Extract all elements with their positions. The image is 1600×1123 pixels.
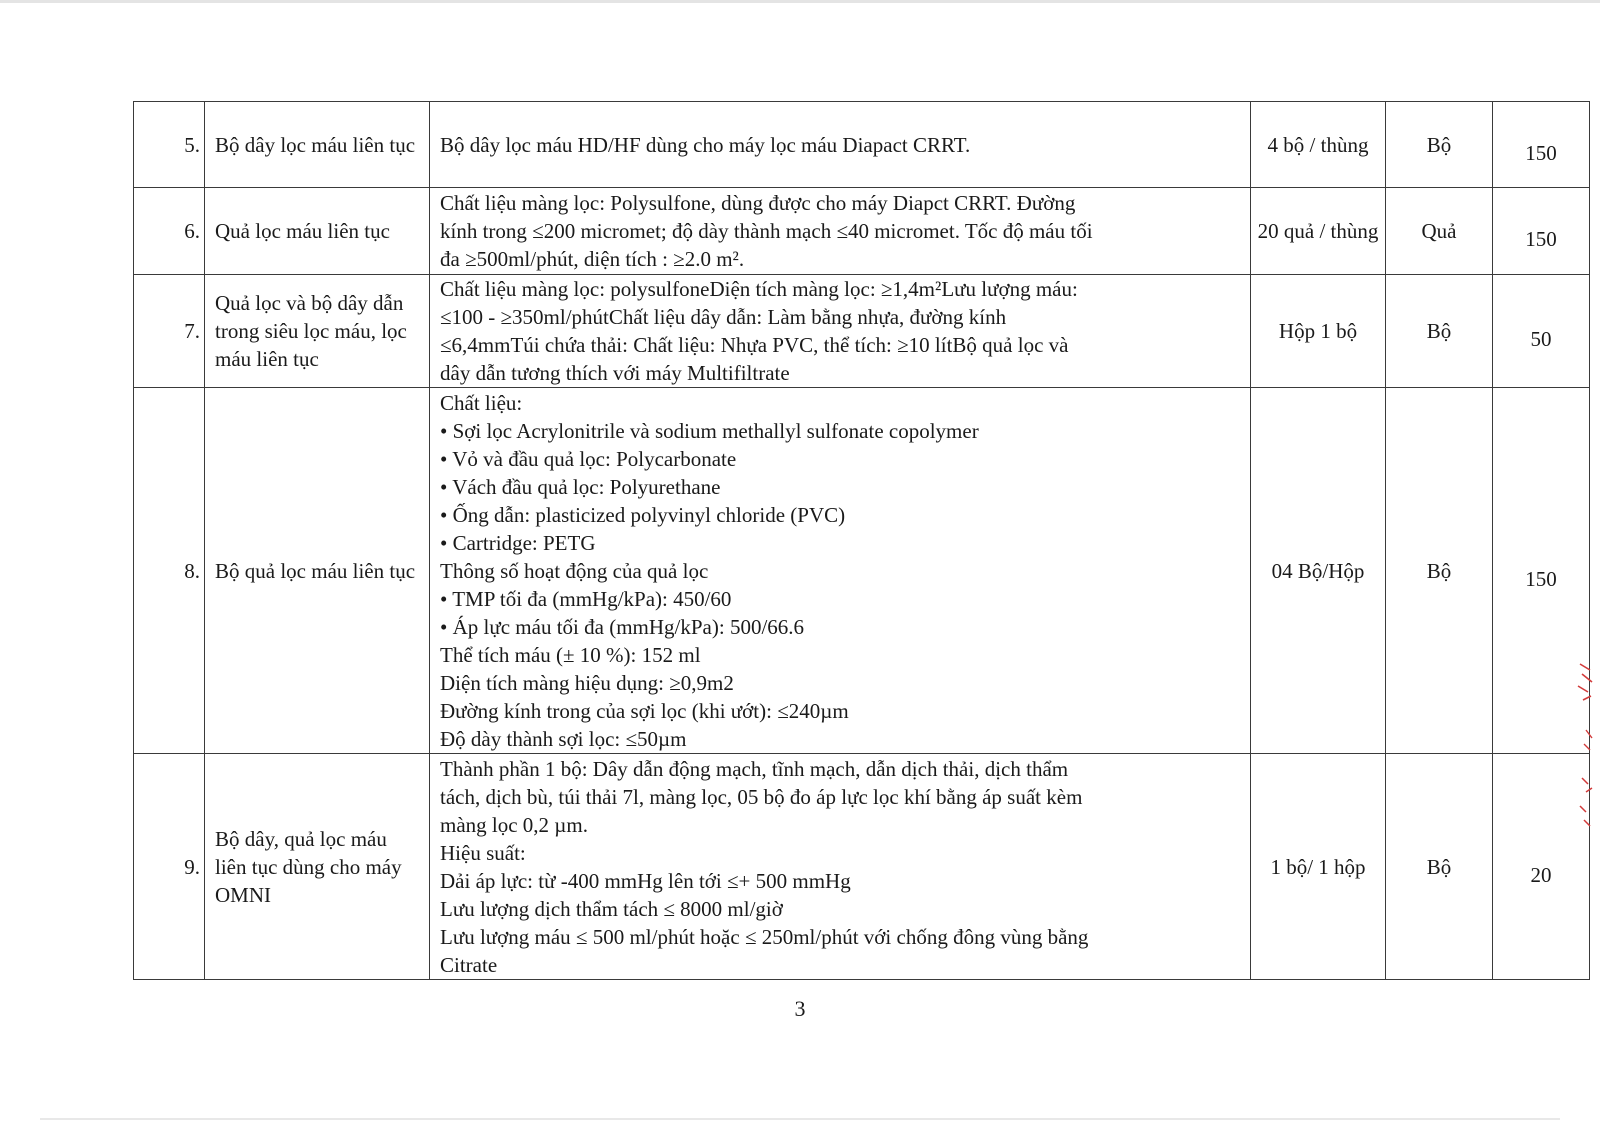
scan-top-edge — [0, 0, 1600, 3]
row-number: 8. — [134, 388, 205, 754]
description-line: • Vách đầu quả lọc: Polyurethane — [440, 474, 721, 499]
table-row — [134, 102, 1590, 188]
item-description — [430, 188, 1251, 275]
item-unit: Bộ — [1386, 275, 1493, 388]
item-packaging — [1251, 275, 1386, 388]
item-description — [430, 275, 1251, 388]
description-line: • Vỏ và đầu quả lọc: Polycarbonate — [440, 446, 737, 471]
description-line: • TMP tối đa (mmHg/kPa): 450/60 — [440, 586, 732, 611]
item-packaging — [1251, 754, 1386, 980]
table-row — [134, 275, 1590, 388]
table-row — [134, 188, 1590, 275]
description-line: Diện tích màng hiệu dụng: ≥0,9m2 — [440, 670, 734, 695]
item-name: Bộ dây lọc máu liên tục — [205, 102, 430, 188]
description-line: • Cartridge: PETG — [440, 530, 596, 555]
description-line: đa ≥500ml/phút, diện tích : ≥2.0 m². — [440, 247, 745, 271]
item-packaging — [1251, 188, 1386, 275]
description-line: dây dẫn tương thích với máy Multifiltrate — [440, 361, 790, 385]
item-quantity — [1493, 275, 1590, 388]
row-number: 6. — [134, 188, 205, 275]
quantity-text: 150 — [1525, 140, 1557, 165]
description-line: Chất liệu: — [440, 390, 523, 415]
item-description — [430, 102, 1251, 188]
description-line: • Sợi lọc Acrylonitrile và sodium methallyl sulfonate copolymer — [440, 418, 979, 443]
item-packaging — [1251, 102, 1386, 188]
description-line: Citrate — [440, 952, 498, 977]
description-line: Thành phần 1 bộ: Dây dẫn động mạch, tĩnh mạch, dẫn dịch thải, dịch thẩm — [440, 756, 1069, 781]
description-line: Hiệu suất: — [440, 840, 526, 865]
row-number: 9. — [134, 754, 205, 980]
item-unit: Bộ — [1386, 754, 1493, 980]
spec-table — [133, 101, 1590, 980]
stamp-mark-icon — [1574, 660, 1596, 840]
description-line: Độ dày thành sợi lọc: ≤50µm — [440, 726, 687, 751]
table-row — [134, 754, 1590, 980]
item-packaging — [1251, 388, 1386, 754]
row-number: 7. — [134, 275, 205, 388]
description-line: màng lọc 0,2 µm. — [440, 812, 588, 837]
description-line: Thể tích máu (± 10 %): 152 ml — [440, 642, 701, 667]
quantity-text: 150 — [1525, 566, 1557, 591]
description-line: ≤6,4mmTúi chứa thải: Chất liệu: Nhựa PVC, thể tích: ≥10 lítBộ quả lọc và — [440, 333, 1069, 357]
item-quantity — [1493, 102, 1590, 188]
item-unit: Bộ — [1386, 102, 1493, 188]
description-line: kính trong ≤200 micromet; độ dày thành mạch ≤40 micromet. Tốc độ máu tối — [440, 219, 1093, 243]
item-name: Bộ quả lọc máu liên tục — [205, 388, 430, 754]
packaging-text: Hộp 1 bộ — [1278, 319, 1358, 343]
item-name: Bộ dây, quả lọc máu liên tục dùng cho máy OMNI — [205, 754, 430, 980]
item-name: Quả lọc và bộ dây dẫn trong siêu lọc máu, lọc máu liên tục — [205, 275, 430, 388]
description-line: Đường kính trong của sợi lọc (khi ướt): ≤240µm — [440, 698, 849, 723]
item-unit: Quả — [1386, 188, 1493, 275]
description-line: Lưu lượng máu ≤ 500 ml/phút hoặc ≤ 250ml/phút với chống đông vùng bằng — [440, 924, 1089, 949]
description-line: • Ống dẫn: plasticized polyvinyl chloride (PVC) — [440, 502, 846, 527]
quantity-text: 50 — [1530, 327, 1552, 351]
table-row — [134, 388, 1590, 754]
scan-bottom-edge — [40, 1118, 1560, 1120]
description-line: Chất liệu màng lọc: Polysulfone, dùng được cho máy Diapct CRRT. Đường — [440, 191, 1076, 215]
description-line: ≤100 - ≥350ml/phútChất liệu dây dẫn: Làm bằng nhựa, đường kính — [440, 305, 1007, 329]
packaging-text: 1 bộ/ 1 hộp — [1270, 854, 1366, 879]
description-line: Lưu lượng dịch thẩm tách ≤ 8000 ml/giờ — [440, 896, 783, 921]
description-line: tách, dịch bù, túi thải 7l, màng lọc, 05 bộ đo áp lực lọc khí bằng áp suất kèm — [440, 784, 1083, 809]
row-number: 5. — [134, 102, 205, 188]
item-unit: Bộ — [1386, 388, 1493, 754]
quantity-text: 150 — [1525, 227, 1557, 251]
page-number: 3 — [794, 996, 806, 1021]
packaging-text: 4 bộ / thùng — [1267, 132, 1369, 157]
item-description — [430, 388, 1251, 754]
item-name: Quả lọc máu liên tục — [205, 188, 430, 275]
description-line: Chất liệu màng lọc: polysulfoneDiện tích màng lọc: ≥1,4m²Lưu lượng máu: — [440, 277, 1078, 301]
item-quantity — [1493, 188, 1590, 275]
description-line: Bộ dây lọc máu HD/HF dùng cho máy lọc máu Diapact CRRT. — [440, 132, 971, 157]
packaging-text: 20 quả / thùng — [1257, 219, 1379, 243]
description-line: Thông số hoạt động của quả lọc — [440, 558, 709, 583]
packaging-text: 04 Bộ/Hộp — [1271, 558, 1365, 583]
item-description — [430, 754, 1251, 980]
description-line: • Áp lực máu tối đa (mmHg/kPa): 500/66.6 — [440, 614, 805, 639]
description-line: Dải áp lực: từ -400 mmHg lên tới ≤+ 500 mmHg — [440, 868, 851, 893]
quantity-text: 20 — [1530, 862, 1552, 887]
